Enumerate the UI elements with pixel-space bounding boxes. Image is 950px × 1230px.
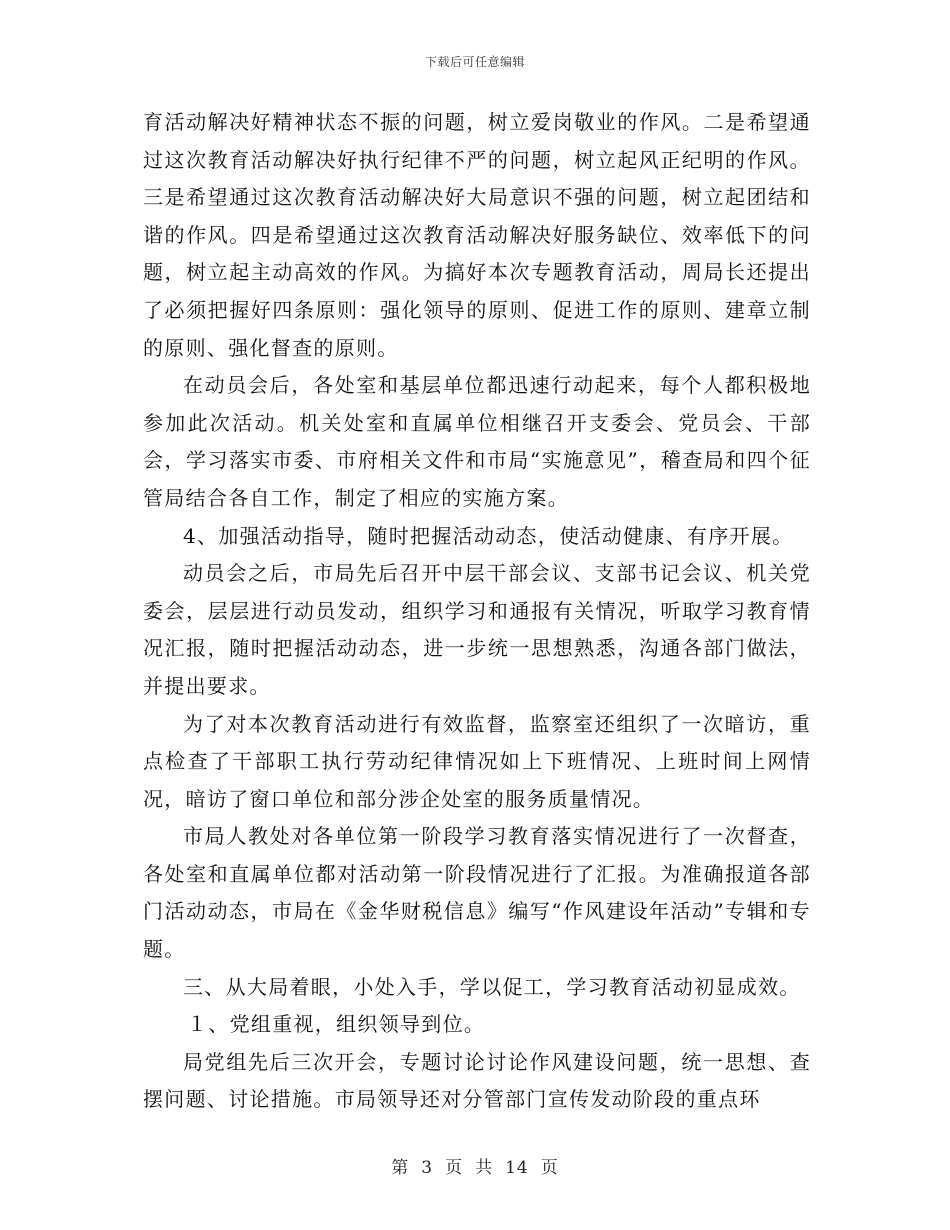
paragraph: 市局人教处对各单位第一阶段学习教育落实情况进行了一次督查，各处室和直属单位都对活动第一阶段情况进行了汇报。为准确报道各部门活动动态，市局在《金华财税信息》编写“作风建设年活动”专辑和专题。: [143, 824, 811, 962]
section-heading: 4、加强活动指导，随时把握活动动态，使活动健康、有序开展。: [183, 523, 794, 548]
page-number: 3: [421, 1158, 434, 1178]
paragraph: 局党组先后三次开会，专题讨论讨论作风建设问题，统一思想、查摆问题、讨论措施。市局领导还对分管部门宣传发动阶段的重点环: [143, 1049, 811, 1112]
page-header-note: 下载后可任意编辑: [424, 55, 525, 69]
section-heading: 三、从大局着眼，小处入手，学以促工，学习教育活动初显成效。: [183, 974, 801, 999]
page-footer: [0, 1153, 950, 1178]
paragraph-continuation: 育活动解决好精神状态不振的问题，树立爱岗敬业的作风。二是希望通过这次教育活动解决好执行纪律不严的问题，树立起风正纪明的作风。三是希望通过这次教育活动解决好大局意识不强的问题，树立起团结和谐的作风。四是希望通过这次教育活动解决好服务缺位、效率低下的问题，树立起主动高效的作风。为搞好本次专题教育活动，周局长还提出了必须把握好四条原则：强化领导的原则、促进工作的原则、建章立制的原则、强化督查的原则。: [143, 110, 811, 360]
footer-page-word: 页: [445, 1158, 464, 1178]
paragraph: 为了对本次教育活动进行有效监督，监察室还组织了一次暗访，重点检查了干部职工执行劳动纪律情况如上下班情况、上班时间上网情况，暗访了窗口单位和部分涉企处室的服务质量情况。: [143, 711, 811, 811]
total-pages: 14: [505, 1158, 529, 1178]
document-body: [143, 104, 811, 1119]
paragraph: 在动员会后，各处室和基层单位都迅速行动起来，每个人都积极地参加此次活动。机关处室和直属单位相继召开支委会、党员会、干部会，学习落实市委、市府相关文件和市局“实施意见”，稽查局和四个征管局结合各自工作，制定了相应的实施方案。: [143, 373, 811, 510]
footer-total-prefix: 共: [475, 1158, 494, 1178]
paragraph: 动员会之后，市局先后召开中层干部会议、支部书记会议、机关党委会，层层进行动员发动，组织学习和通报有关情况，听取学习教育情况汇报，随时把握活动动态，进一步统一思想熟悉，沟通各部门做法，并提出要求。: [143, 561, 811, 698]
footer-suffix: 页: [540, 1158, 559, 1178]
subsection-heading: １、党组重视，组织领导到位。: [187, 1012, 486, 1037]
footer-prefix: 第: [391, 1158, 410, 1178]
